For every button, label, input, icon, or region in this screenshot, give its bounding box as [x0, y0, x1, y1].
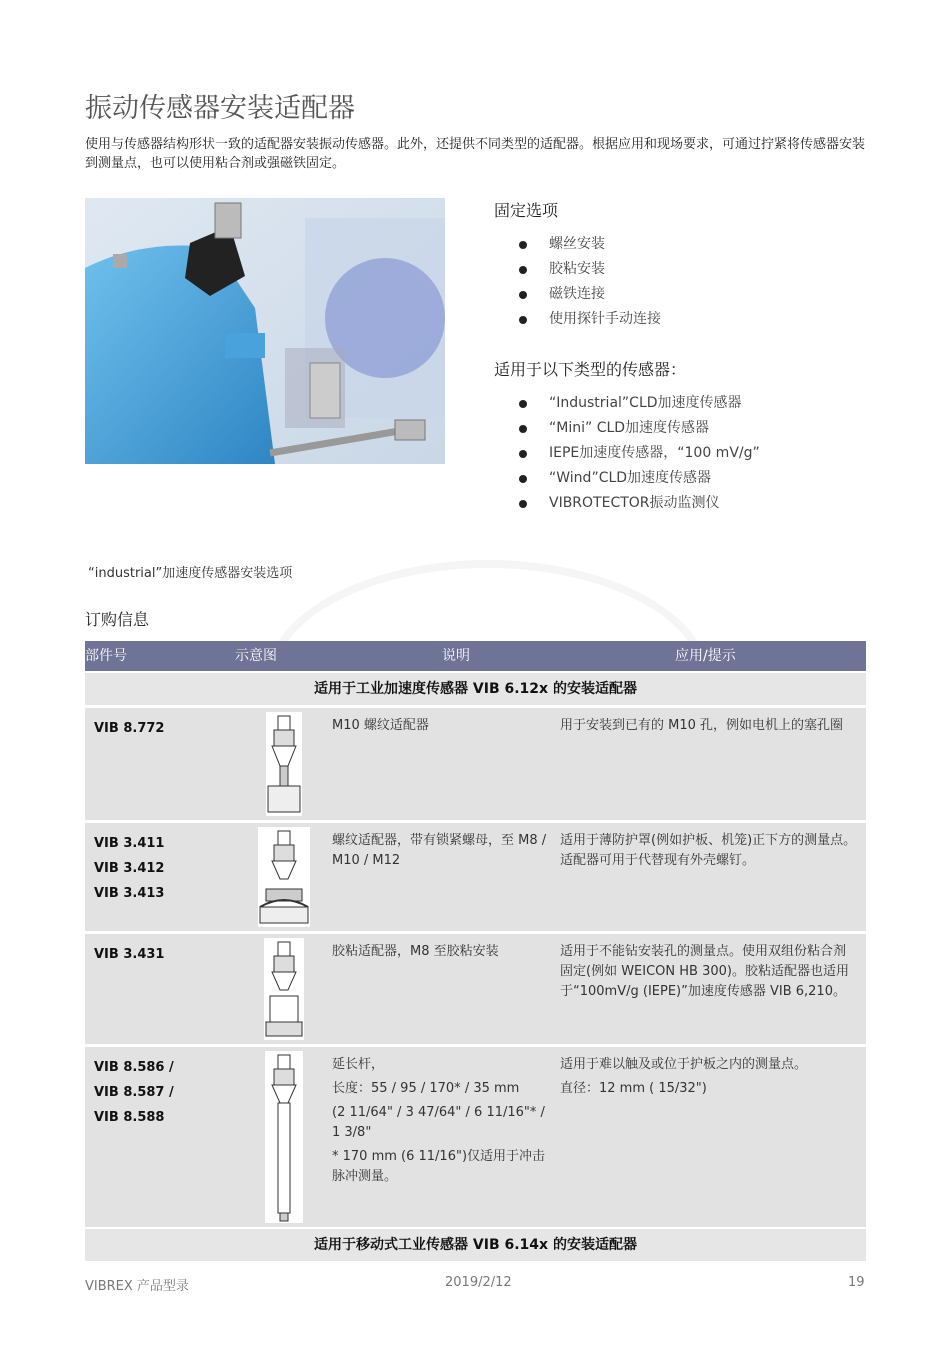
list-item: “Industrial”CLD加速度传感器 — [515, 391, 760, 416]
list-item: “Wind”CLD加速度传感器 — [515, 466, 760, 491]
footer-date: 2019/2/12 — [445, 1275, 512, 1290]
table-row — [85, 822, 866, 933]
list-item: 螺丝安装 — [515, 232, 661, 257]
list-item: 磁铁连接 — [515, 282, 661, 307]
part-number: VIB 3.431 — [85, 933, 235, 1046]
part-number: VIB 8.772 — [85, 707, 235, 822]
footer-left: VIBREX 产品型录 — [85, 1279, 189, 1294]
adapter-sketch — [235, 1046, 332, 1229]
order-table — [85, 641, 866, 1261]
table-row — [85, 707, 866, 822]
list-item: 使用探针手动连接 — [515, 307, 661, 332]
col-header: 应用/提示 — [675, 648, 736, 664]
list-item: 胶粘安装 — [515, 257, 661, 282]
part-number: VIB 8.586 / VIB 8.587 / VIB 8.588 — [85, 1046, 235, 1229]
adapter-drawing-icon — [266, 712, 302, 816]
list-item: “Mini” CLD加速度传感器 — [515, 416, 760, 441]
adapter-drawing-icon — [258, 827, 310, 927]
application-note: 适用于不能钻安装孔的测量点。使用双组份粘合剂固定(例如 WEICON HB 300)。胶粘适配器也适用于“100mV/g (IEPE)”加速度传感器 VIB 6,210。 — [560, 933, 866, 1046]
order-heading: 订购信息 — [85, 610, 150, 629]
fixing-heading: 固定选项 — [494, 201, 559, 220]
group-title: 适用于移动式工业传感器 VIB 6.14x 的安装适配器 — [85, 1228, 866, 1261]
group-row — [85, 1228, 866, 1261]
application-note: 适用于薄防护罩(例如护板、机笼)正下方的测量点。适配器可用于代替现有外壳螺钉。 — [560, 822, 866, 933]
extension-rod-icon — [265, 1051, 303, 1223]
col-header: 说明 — [442, 648, 470, 664]
page-number: 19 — [848, 1275, 865, 1290]
adapter-sketch — [235, 822, 332, 933]
description: 螺纹适配器，带有锁紧螺母，至 M8 / M10 / M12 — [332, 822, 560, 933]
description: M10 螺纹适配器 — [332, 707, 560, 822]
part-number: VIB 3.411 VIB 3.412 VIB 3.413 — [85, 822, 235, 933]
adapter-drawing-icon — [264, 938, 304, 1040]
col-header: 示意图 — [235, 648, 277, 664]
table-header — [85, 641, 866, 672]
photo-caption: “industrial”加速度传感器安装选项 — [88, 566, 293, 581]
application-note: 适用于难以触及或位于护板之内的测量点。 直径：12 mm ( 15/32") — [560, 1046, 866, 1229]
product-photo — [85, 198, 445, 464]
fixing-list — [515, 232, 661, 332]
adapter-sketch — [235, 933, 332, 1046]
table-row — [85, 1046, 866, 1229]
group-title: 适用于工业加速度传感器 VIB 6.12x 的安装适配器 — [85, 672, 866, 707]
description: 延长杆， 长度：55 / 95 / 170* / 35 mm (2 11/64" / 3 47/64" / 6 11/16"* / 1 3/8" * 170 mm (6 11/16")仅适用于冲击脉冲测量。 — [332, 1046, 560, 1229]
group-row — [85, 672, 866, 707]
list-item: VIBROTECTOR振动监测仪 — [515, 491, 760, 516]
application-note: 用于安装到已有的 M10 孔，例如电机上的塞孔圈 — [560, 707, 866, 822]
adapter-sketch — [235, 707, 332, 822]
intro-paragraph: 使用与传感器结构形状一致的适配器安装振动传感器。此外，还提供不同类型的适配器。根据应用和现场要求，可通过拧紧将传感器安装到测量点，也可以使用粘合剂或强磁铁固定。 — [85, 137, 866, 171]
table-row — [85, 933, 866, 1046]
col-header: 部件号 — [85, 648, 127, 664]
sensors-list — [515, 391, 760, 516]
description: 胶粘适配器，M8 至胶粘安装 — [332, 933, 560, 1046]
list-item: IEPE加速度传感器，“100 mV/g” — [515, 441, 760, 466]
page-title: 振动传感器安装适配器 — [85, 93, 355, 124]
sensors-heading: 适用于以下类型的传感器： — [494, 360, 687, 379]
